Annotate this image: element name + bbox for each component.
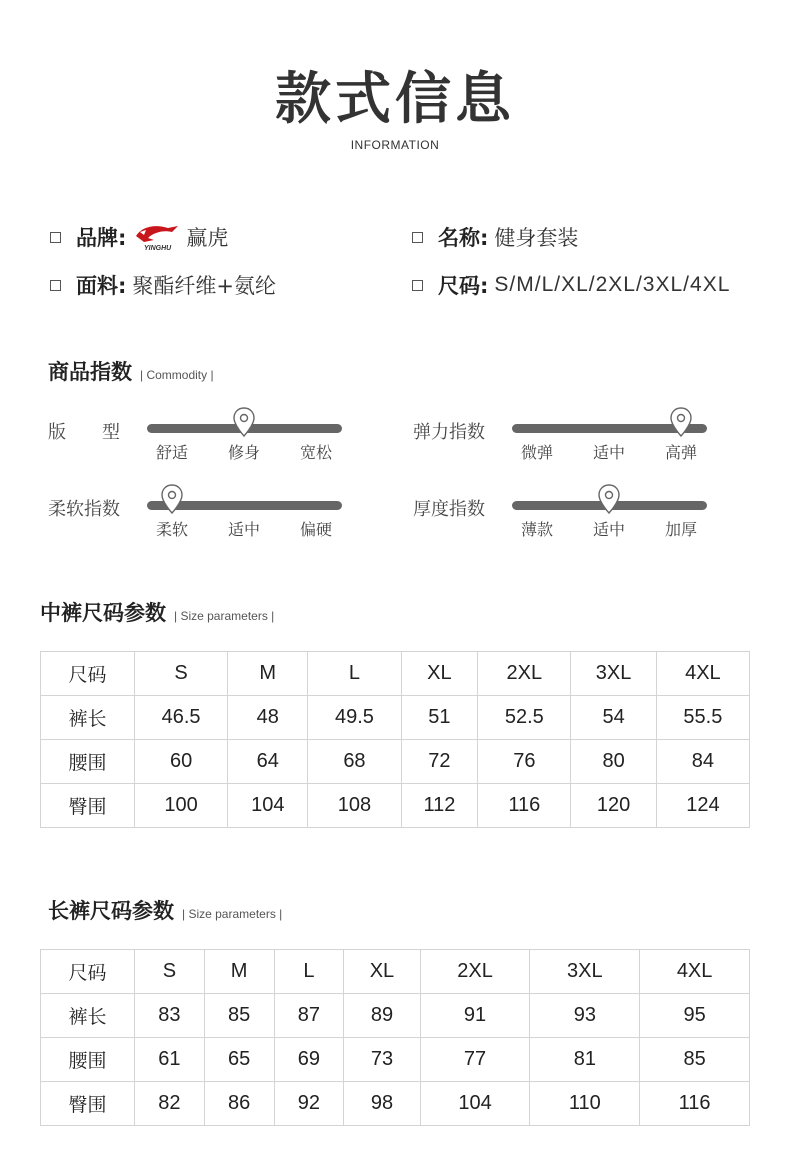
size-header-cell: 2XL <box>478 652 571 696</box>
size-header-cell: 2XL <box>420 950 530 994</box>
brand-value: 赢虎 <box>186 226 229 250</box>
table-row <box>41 1082 750 1126</box>
name-label: 名称: <box>438 226 489 250</box>
location-pin-icon <box>232 407 256 437</box>
table-cell: 65 <box>204 1038 274 1082</box>
index-tick-label: 舒适 <box>155 443 188 462</box>
pants-heading <box>48 895 282 925</box>
row-label-cell: 臀围 <box>41 1082 135 1126</box>
row-label-cell: 腰围 <box>41 740 135 784</box>
shorts-size-table <box>40 651 750 828</box>
info-size <box>412 270 730 300</box>
index-tick-label: 适中 <box>227 520 260 539</box>
table-cell: 48 <box>228 696 308 740</box>
index-tick-label: 修身 <box>227 443 260 462</box>
index-label: 版 型 <box>48 422 120 443</box>
table-cell: 93 <box>530 994 640 1038</box>
table-cell: 86 <box>204 1082 274 1126</box>
info-brand <box>50 222 228 252</box>
table-cell: 116 <box>640 1082 750 1126</box>
shorts-heading <box>40 597 274 627</box>
fabric-label: 面料: <box>76 274 127 298</box>
table-cell: 116 <box>478 784 571 828</box>
size-header-cell: L <box>308 652 401 696</box>
index-tick-label: 薄款 <box>520 520 553 539</box>
size-header-cell: XL <box>401 652 478 696</box>
table-cell: 69 <box>274 1038 344 1082</box>
size-label: 尺码: <box>438 274 489 298</box>
size-header-cell: 3XL <box>530 950 640 994</box>
table-cell: 108 <box>308 784 401 828</box>
row-label-cell: 裤长 <box>41 994 135 1038</box>
size-header-cell: S <box>135 652 228 696</box>
checkbox-icon <box>412 232 423 243</box>
location-pin-icon <box>597 484 621 514</box>
table-cell: 51 <box>401 696 478 740</box>
table-cell: 76 <box>478 740 571 784</box>
table-cell: 92 <box>274 1082 344 1126</box>
index-tick-label: 加厚 <box>664 520 697 539</box>
index-tick-label: 偏硬 <box>299 520 332 539</box>
location-pin-icon <box>160 484 184 514</box>
row-label-cell: 臀围 <box>41 784 135 828</box>
checkbox-icon <box>50 232 61 243</box>
table-cell: 98 <box>344 1082 420 1126</box>
table-cell: 55.5 <box>656 696 749 740</box>
table-row <box>41 994 750 1038</box>
size-value: S/M/L/XL/2XL/3XL/4XL <box>494 273 731 296</box>
size-header-cell: S <box>135 950 205 994</box>
index-tick-label: 适中 <box>592 443 625 462</box>
index-label: 弹力指数 <box>413 422 485 443</box>
table-cell: 82 <box>135 1082 205 1126</box>
shorts-subtitle: | Size parameters | <box>174 609 275 623</box>
table-row <box>41 784 750 828</box>
table-cell: 95 <box>640 994 750 1038</box>
table-cell: 120 <box>571 784 656 828</box>
table-cell: 85 <box>204 994 274 1038</box>
info-name <box>412 222 578 252</box>
info-fabric <box>50 270 276 300</box>
commodity-subtitle: | Commodity | <box>140 368 214 382</box>
table-cell: 83 <box>135 994 205 1038</box>
table-row <box>41 1038 750 1082</box>
table-cell: 81 <box>530 1038 640 1082</box>
table-cell: 91 <box>420 994 530 1038</box>
fabric-value: 聚酯纤维+氨纶 <box>132 274 277 298</box>
table-cell: 104 <box>420 1082 530 1126</box>
size-header-cell: L <box>274 950 344 994</box>
table-cell: 100 <box>135 784 228 828</box>
size-header-cell: M <box>204 950 274 994</box>
size-header-cell: 3XL <box>571 652 656 696</box>
row-label-cell: 尺码 <box>41 652 135 696</box>
table-cell: 80 <box>571 740 656 784</box>
table-cell: 49.5 <box>308 696 401 740</box>
table-cell: 68 <box>308 740 401 784</box>
table-cell: 61 <box>135 1038 205 1082</box>
pants-size-table <box>40 949 750 1126</box>
checkbox-icon <box>50 280 61 291</box>
commodity-title: 商品指数 <box>48 360 132 384</box>
table-cell: 110 <box>530 1082 640 1126</box>
size-header-cell: M <box>228 652 308 696</box>
location-pin-icon <box>669 407 693 437</box>
page-title: 款式信息 <box>275 67 515 132</box>
table-cell: 112 <box>401 784 478 828</box>
table-cell: 64 <box>228 740 308 784</box>
pants-subtitle: | Size parameters | <box>182 907 283 921</box>
index-tick-label: 高弹 <box>664 443 697 462</box>
index-label: 柔软指数 <box>48 499 120 520</box>
table-row <box>41 696 750 740</box>
checkbox-icon <box>412 280 423 291</box>
table-header-row <box>41 652 750 696</box>
index-tick-label: 宽松 <box>299 443 332 462</box>
table-cell: 84 <box>656 740 749 784</box>
table-cell: 104 <box>228 784 308 828</box>
brand-logo-text: YINGHU <box>144 245 172 252</box>
table-cell: 73 <box>344 1038 420 1082</box>
index-tick-label: 微弹 <box>520 443 553 462</box>
row-label-cell: 腰围 <box>41 1038 135 1082</box>
table-row <box>41 740 750 784</box>
brand-logo <box>134 222 180 252</box>
index-tick-label: 柔软 <box>155 520 188 539</box>
table-cell: 87 <box>274 994 344 1038</box>
size-header-cell: XL <box>344 950 420 994</box>
table-cell: 124 <box>656 784 749 828</box>
pants-title: 长裤尺码参数 <box>48 899 174 923</box>
size-header-cell: 4XL <box>640 950 750 994</box>
table-cell: 60 <box>135 740 228 784</box>
index-tick-label: 适中 <box>592 520 625 539</box>
size-header-cell: 4XL <box>656 652 749 696</box>
shorts-title: 中裤尺码参数 <box>40 601 166 625</box>
row-label-cell: 尺码 <box>41 950 135 994</box>
table-header-row <box>41 950 750 994</box>
row-label-cell: 裤长 <box>41 696 135 740</box>
table-cell: 46.5 <box>135 696 228 740</box>
index-label: 厚度指数 <box>413 499 485 520</box>
table-cell: 89 <box>344 994 420 1038</box>
page-subtitle: INFORMATION <box>350 138 440 152</box>
table-cell: 85 <box>640 1038 750 1082</box>
table-cell: 54 <box>571 696 656 740</box>
name-value: 健身套装 <box>494 226 579 250</box>
table-cell: 52.5 <box>478 696 571 740</box>
table-cell: 77 <box>420 1038 530 1082</box>
commodity-heading <box>48 356 214 386</box>
brand-label: 品牌: <box>76 226 127 250</box>
table-cell: 72 <box>401 740 478 784</box>
